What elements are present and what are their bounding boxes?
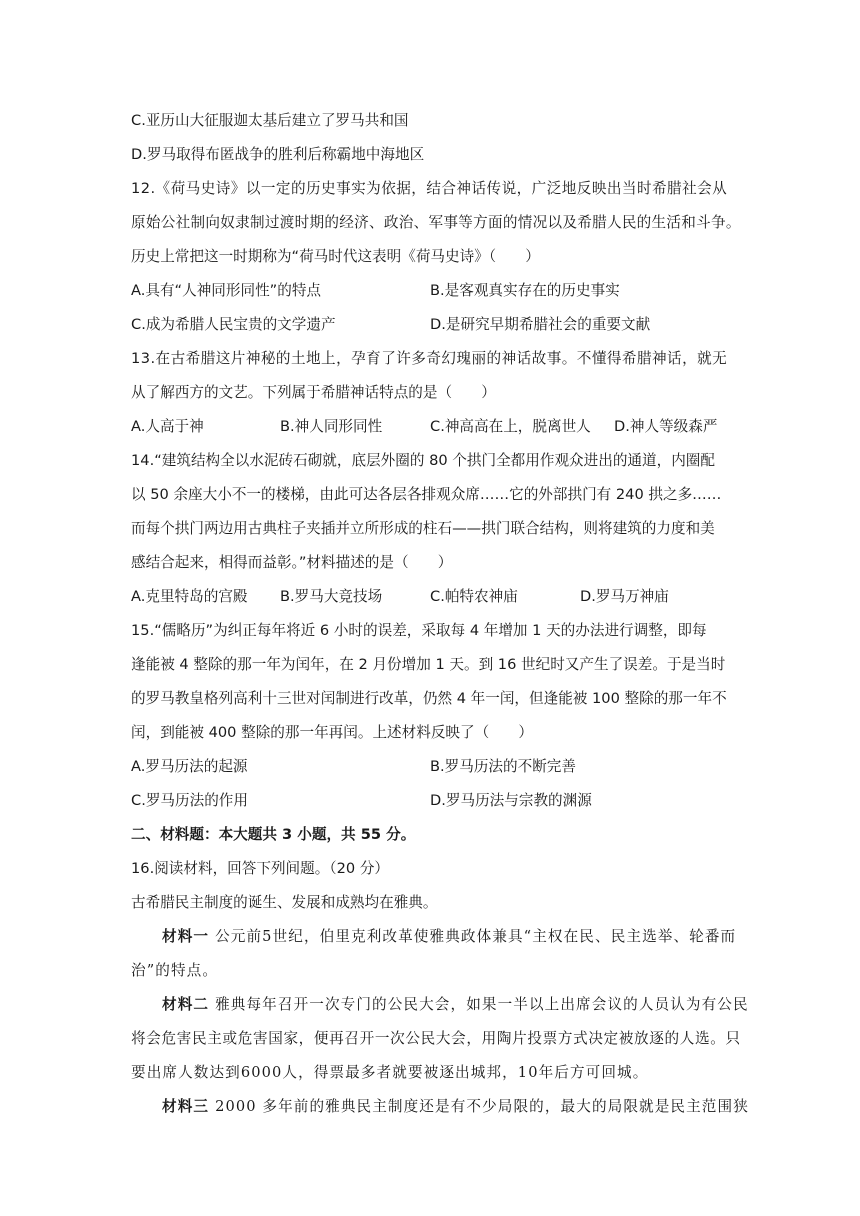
material-2-line-2: 将会危害民主或危害国家，便再召开一次公民大会，用陶片投票方式决定被放逐的人选。只	[131, 1030, 741, 1047]
q14-stem-line-2: 以 50 余座大小不一的楼梯，由此可达各层各排观众席……它的外部拱门有 240 拱之多……	[131, 486, 722, 503]
q14-stem-line-4: 感结合起来，相得而益彰。”材料描述的是（ ）	[131, 554, 453, 571]
q15-stem-line-2: 逢能被 4 整除的那一年为闰年，在 2 月份增加 1 天。到 16 世纪时又产生了误差。于是当时	[131, 656, 726, 673]
q12-stem-line-2: 原始公社制向奴隶制过渡时期的经济、政治、军事等方面的情况以及希腊人民的生活和斗争。	[131, 214, 741, 231]
q15-option-a: A.罗马历法的起源	[131, 758, 248, 775]
q15-stem-line-4: 闰，到能被 400 整除的那一年再闰。上述材料反映了（ ）	[131, 724, 533, 741]
material-3-label: 材料三	[162, 1098, 210, 1115]
q12-stem-line-1: 12.《荷马史诗》以一定的历史事实为依据，结合神话传说，广泛地反映出当时希腊社会从	[131, 180, 728, 197]
material-2-label: 材料二	[162, 996, 210, 1013]
material-1-line-2: 治”的特点。	[131, 962, 219, 979]
material-3-line-1	[162, 1097, 749, 1117]
material-1-text: 公元前5世纪，伯里克利改革使雅典政体兼具“主权在民、民主选举、轮番而	[215, 928, 737, 945]
material-3-text: 2000 多年前的雅典民主制度还是有不少局限的，最大的局限就是民主范围狭	[215, 1098, 749, 1115]
q14-stem-line-1: 14.“建筑结构全以水泥砖石砌就，底层外圈的 80 个拱门全都用作观众进出的通道，内圈配	[131, 452, 715, 469]
q12-option-c: C.成为希腊人民宝贵的文学遗产	[131, 316, 336, 333]
q13-stem-line-1: 13.在古希腊这片神秘的土地上，孕育了许多奇幻瑰丽的神话故事。不懂得希腊神话，就无	[131, 350, 728, 367]
section-2-heading: 二、材料题：本大题共 3 小题，共 55 分。	[131, 826, 416, 843]
q13-stem-line-2: 从了解西方的文艺。下列属于希腊神话特点的是（ ）	[131, 384, 496, 401]
q12-option-a: A.具有“人神同形同性”的特点	[131, 282, 322, 299]
q13-option-b: B.神人同形同性	[280, 418, 383, 435]
q15-stem-line-1: 15.“儒略历”为纠正每年将近 6 小时的误差，采取每 4 年增加 1 天的办法进行调整，即每	[131, 622, 707, 639]
q14-option-a: A.克里特岛的宫殿	[131, 588, 248, 605]
q12-option-b: B.是客观真实存在的历史事实	[430, 282, 620, 299]
q13-option-c: C.神高高在上，脱离世人	[430, 418, 591, 435]
q16-stem: 16.阅读材料，回答下列间题。（20 分）	[131, 860, 390, 877]
q13-option-a: A.人高于神	[131, 418, 204, 435]
q15-option-c: C.罗马历法的作用	[131, 792, 248, 809]
q13-option-d: D.神人等级森严	[614, 418, 718, 435]
q12-stem-line-3: 历史上常把这一时期称为“荷马时代这表明《荷马史诗》（ ）	[131, 248, 540, 265]
q14-option-b: B.罗马大竞技场	[280, 588, 383, 605]
q15-option-b: B.罗马历法的不断完善	[430, 758, 576, 775]
q14-stem-line-3: 而每个拱门两边用古典柱子夹插并立所形成的柱石——拱门联合结构，则将建筑的力度和美	[131, 520, 715, 537]
material-2-text: 雅典每年召开一次专门的公民大会，如果一半以上出席会议的人员认为有公民	[215, 996, 749, 1013]
material-2-line-3: 要出席人数达到6000人，得票最多者就要被逐出城邦，10年后方可回城。	[131, 1064, 649, 1081]
q14-option-c: C.帕特农神庙	[430, 588, 518, 605]
material-1-line-1	[162, 927, 736, 947]
q11-option-c: C.亚历山大征服迦太基后建立了罗马共和国	[131, 112, 409, 129]
material-2-line-1	[162, 995, 749, 1015]
q14-option-d: D.罗马万神庙	[580, 588, 669, 605]
q15-option-d: D.罗马历法与宗教的渊源	[430, 792, 592, 809]
material-1-label: 材料一	[162, 928, 210, 945]
q15-stem-line-3: 的罗马教皇格列高利十三世对闰制进行改革，仍然 4 年一闰，但逢能被 100 整除的那一年不	[131, 690, 727, 707]
q12-option-d: D.是研究早期希腊社会的重要文献	[430, 316, 651, 333]
q11-option-d: D.罗马取得布匿战争的胜利后称霸地中海地区	[131, 146, 425, 163]
q16-intro: 古希腊民主制度的诞生、发展和成熟均在雅典。	[131, 894, 438, 911]
